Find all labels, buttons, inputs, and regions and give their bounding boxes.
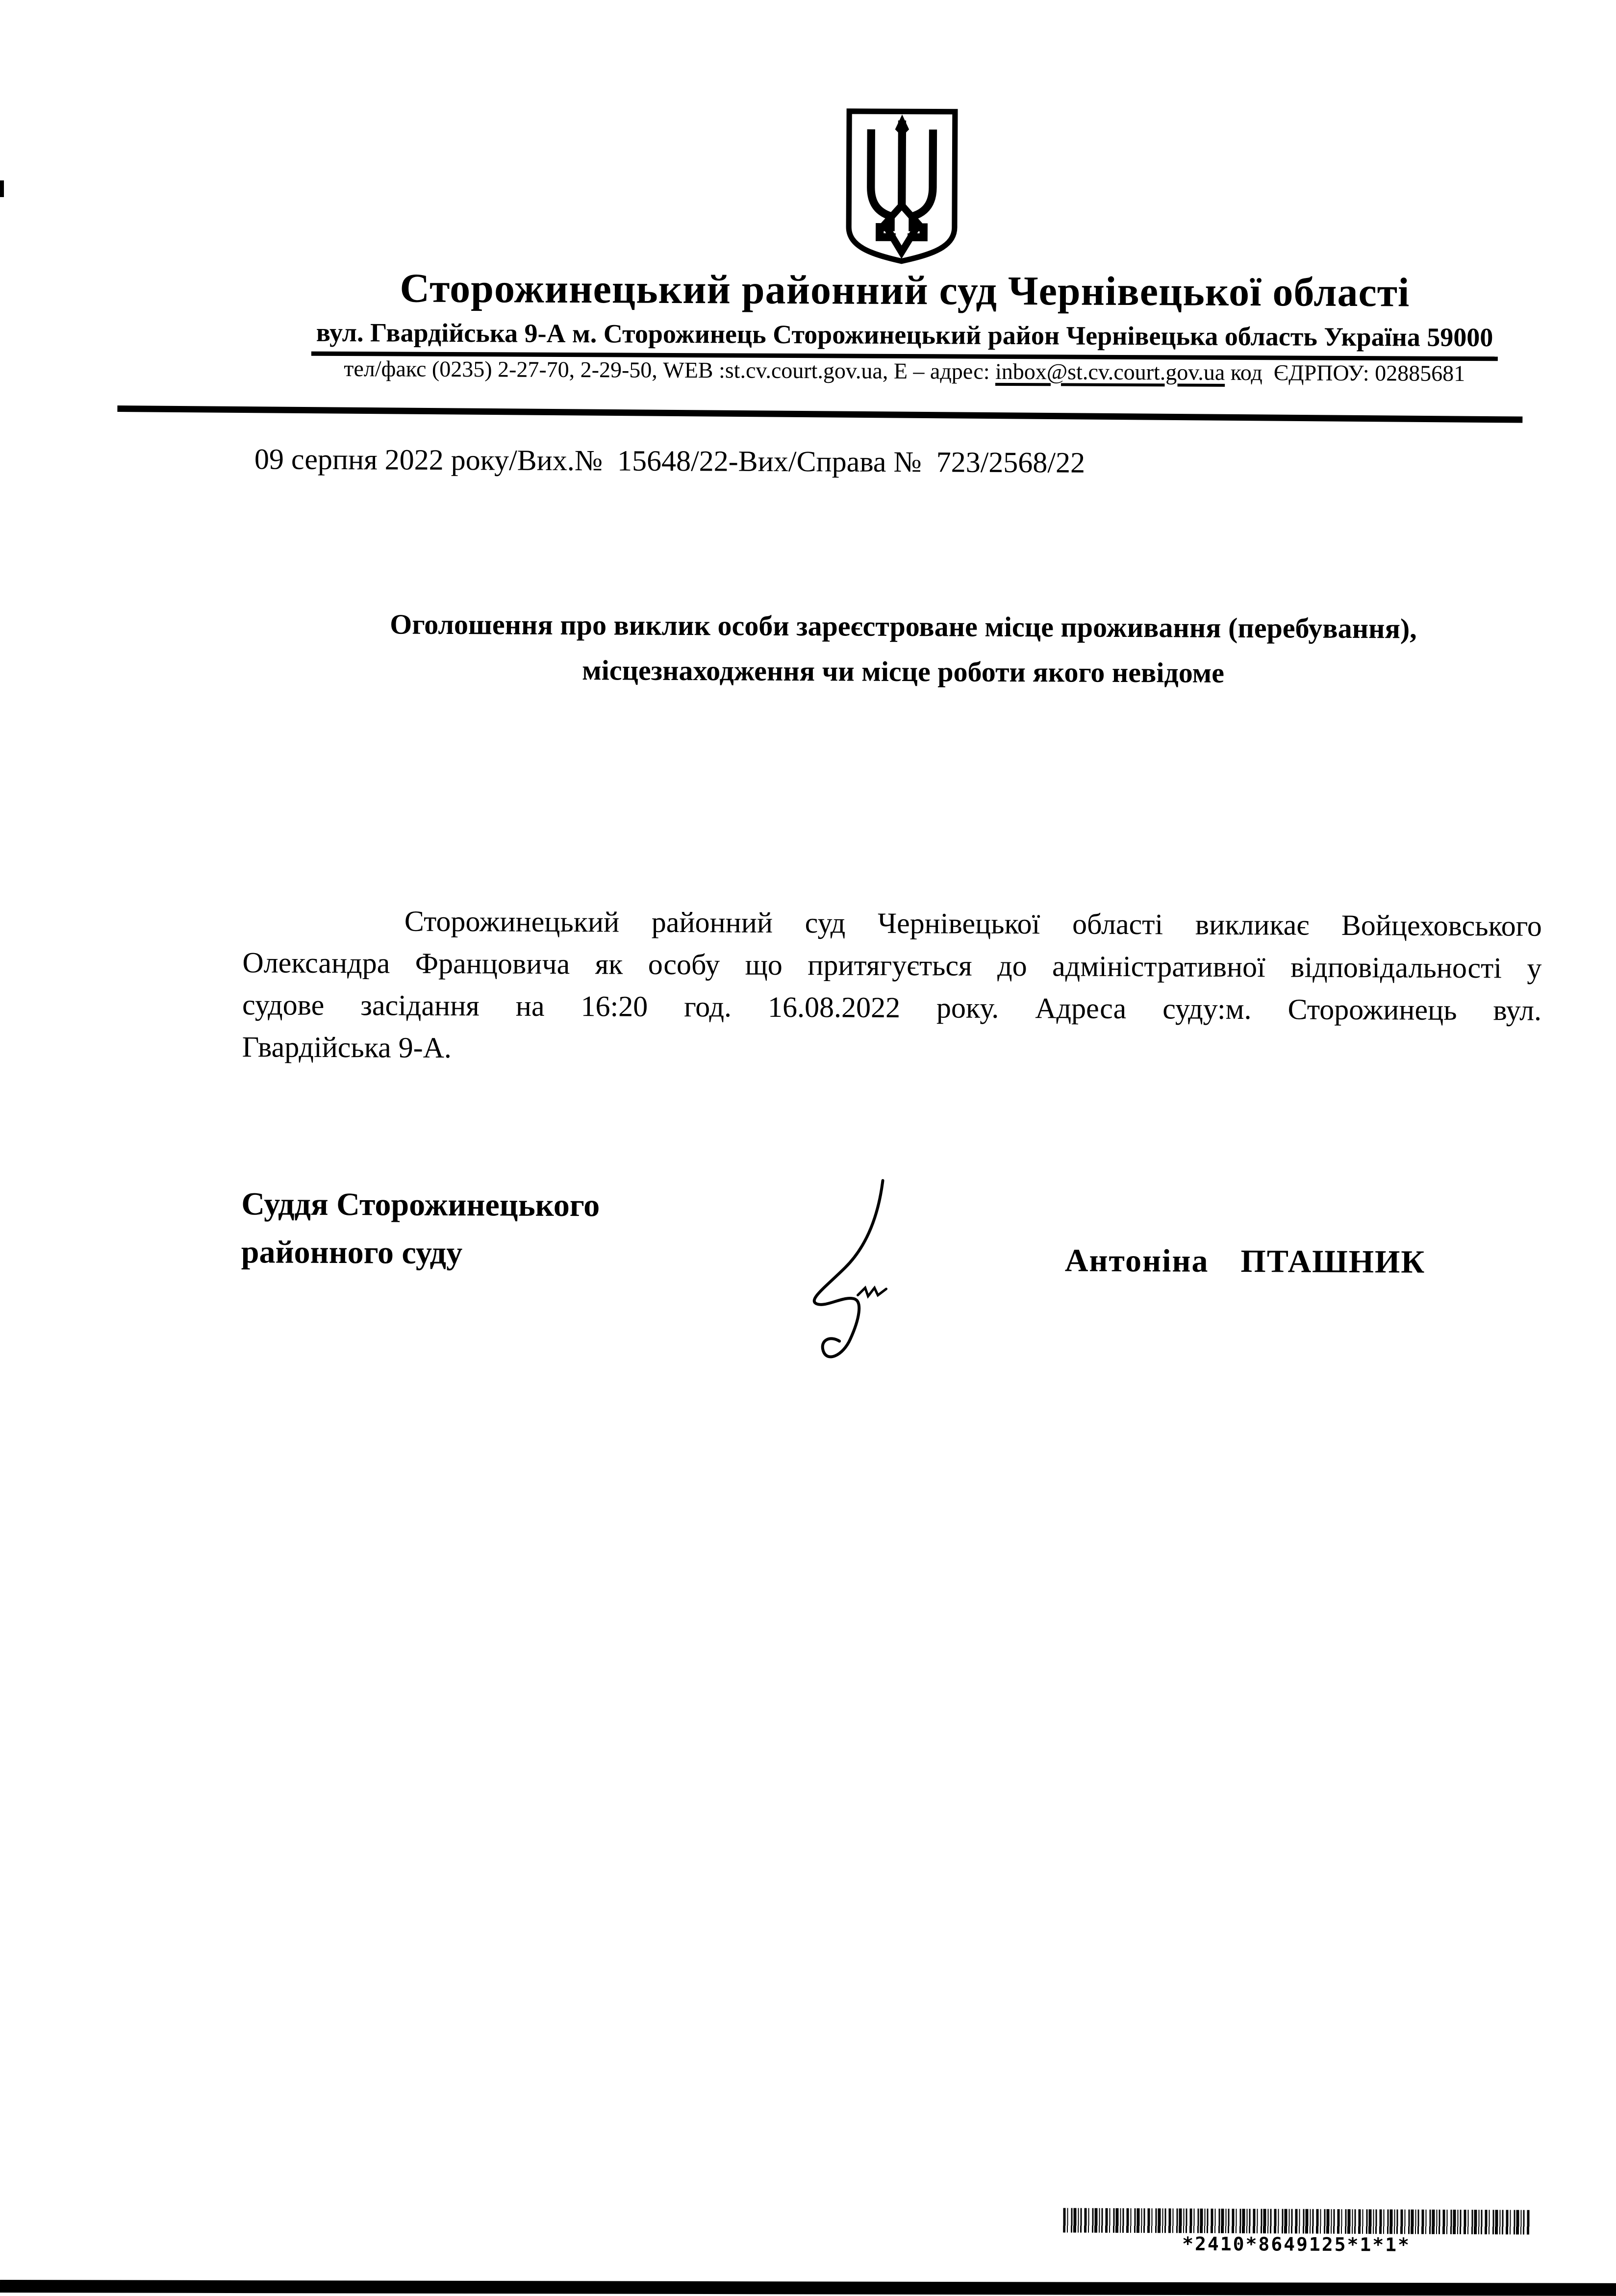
judge-name: Антоніна ПТАШНИК [1065,1242,1426,1281]
court-address-text: вул. Гвардійська 9-А м. Сторожинець Сторожинецький район Чернівецька область Україна 59000 [311,317,1498,361]
ukraine-coat-of-arms-emblem [845,107,959,265]
document-content [183,0,1616,2296]
barcode [1063,2208,1530,2234]
announcement-title-line2: місцезнаходження чи місце роботи якого невідоме [190,646,1616,698]
judge-role-line2: районного суду [241,1234,463,1272]
body-line: судове засідання на 16:20 год. 16.08.2022 року. Адреса суду:м. Сторожинець вул. [242,984,1541,1032]
court-address-line [191,317,1616,362]
announcement-title [190,601,1616,698]
contact-suffix-text: код ЄДРПОУ: 02885681 [1225,360,1465,386]
email-address: inbox@st.cv.court.gov.ua [995,359,1225,385]
announcement-title-line1: Оголошення про виклик особи зареєстроване місце проживання (перебування), [190,601,1616,653]
judge-signature-handwriting [770,1171,923,1373]
court-name-heading: Сторожинецький районний суд Чернівецької області [191,264,1616,318]
contact-prefix-text: тел/факс (0235) 2-27-70, 2-29-50, WEB :st.cv.court.gov.ua, Е – адрес: [344,356,995,384]
announcement-body [242,899,1542,1074]
barcode-label: *2410*8649125*1*1* [1063,2232,1530,2256]
body-line: Гвардійська 9-А. [242,1026,1541,1074]
court-contact-line [191,355,1616,387]
header-divider-rule [117,405,1522,423]
body-line: Олександра Францовича як особу що притягується до адміністративної відповідальності у [242,941,1541,989]
scan-artifact-bottom-band [0,2280,1616,2296]
reference-number-line: 09 серпня 2022 року/Вих.№ 15648/22-Вих/Справа № 723/2568/22 [254,442,1085,479]
scan-artifact-left-mark [0,180,4,197]
body-line: Сторожинецький районний суд Чернівецької області викликає Войцеховського [243,899,1542,947]
judge-role-line1: Суддя Сторожинецького [241,1186,600,1224]
